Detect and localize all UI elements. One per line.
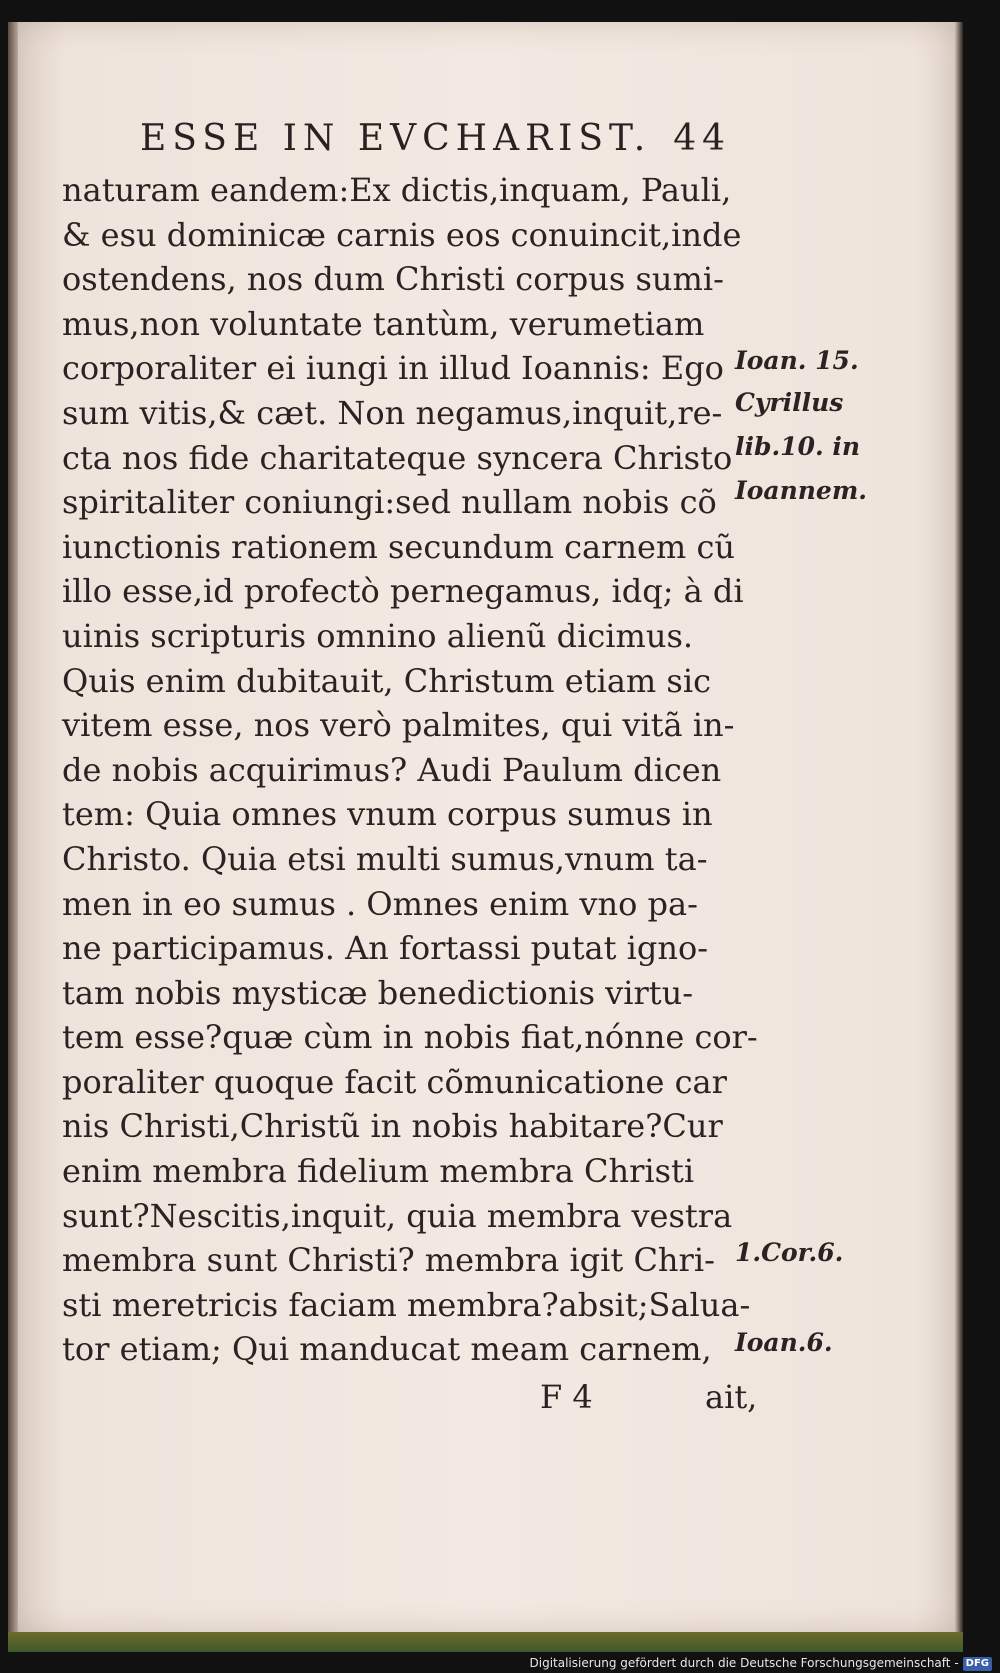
text-line: Christo. Quia etsi multi sumus,vnum ta-	[62, 839, 708, 878]
text-line: de nobis acquirimus? Audi Paulum dicen	[62, 750, 722, 789]
text-line: cta nos fide charitateque syncera Christo	[62, 438, 733, 477]
text-line: Quis enim dubitauit, Christum etiam sic	[62, 661, 711, 700]
running-head	[140, 118, 740, 159]
text-line: sum vitis,& cæt. Non negamus,inquit,re-	[62, 393, 723, 432]
text-line: uinis scripturis omnino alienũ dicimus.	[62, 616, 694, 655]
margin-note: 1.Cor.6.	[735, 1238, 844, 1267]
text-line: enim membra fidelium membra Christi	[62, 1152, 695, 1191]
text-line: tor etiam; Qui manducat meam carnem,	[62, 1330, 712, 1369]
margin-note: Ioannem.	[735, 476, 867, 505]
text-line: vitem esse, nos verò palmites, qui vitã in-	[62, 706, 735, 745]
credit-text: Digitalisierung gefördert durch die Deutsche Forschungsgemeinschaft -	[529, 1656, 959, 1670]
text-line: membra sunt Christi? membra igit Chri-	[62, 1241, 715, 1280]
text-line: sunt?Nescitis,inquit, quia membra vestra	[62, 1196, 733, 1235]
page-number: 44	[673, 118, 732, 159]
text-line: poraliter quoque facit cõmunicatione car	[62, 1062, 727, 1101]
margin-note: Ioan.6.	[735, 1328, 833, 1357]
text-line: iunctionis rationem secundum carnem cũ	[62, 527, 735, 566]
margin-note: Cyrillus	[735, 388, 844, 417]
digitization-credit	[530, 1654, 993, 1673]
text-line: tem: Quia omnes vnum corpus sumus in	[62, 795, 713, 834]
text-line: corporaliter ei iungi in illud Ioannis: Ego	[62, 349, 724, 388]
binding-strip	[8, 1632, 963, 1652]
page-edge-right	[955, 22, 963, 1632]
text-line: spiritaliter coniungi:sed nullam nobis cõ	[62, 483, 717, 522]
text-line: men in eo sumus . Omnes enim vno pa-	[62, 884, 698, 923]
text-line: sti meretricis faciam membra?absit;Salua-	[62, 1285, 751, 1324]
text-line: ne participamus. An fortassi putat igno-	[62, 929, 709, 968]
margin-note: Ioan. 15.	[735, 346, 859, 375]
text-line: illo esse,id profectò pernegamus, idq; à di	[62, 572, 744, 611]
running-head-title: ESSE IN EVCHARIST.	[140, 118, 652, 159]
dfg-logo-icon: DFG	[963, 1657, 992, 1671]
text-line: tam nobis mysticæ benedictionis virtu-	[62, 973, 694, 1012]
signature-mark: F 4	[540, 1378, 593, 1416]
text-line: naturam eandem:Ex dictis,inquam, Pauli,	[62, 171, 732, 209]
catchword: ait,	[705, 1378, 758, 1416]
margin-note: lib.10. in	[735, 432, 861, 461]
text-line: & esu dominicæ carnis eos conuincit,inde	[62, 215, 742, 254]
text-line: ostendens, nos dum Christi corpus sumi-	[62, 260, 724, 299]
page-edge-left	[8, 22, 18, 1632]
text-line: tem esse?quæ cùm in nobis fiat,nónne cor-	[62, 1018, 758, 1057]
text-line: mus,non voluntate tantùm, verumetiam	[62, 304, 705, 343]
body-text	[62, 168, 762, 1372]
text-line: nis Christi,Christũ in nobis habitare?Cur	[62, 1107, 723, 1146]
